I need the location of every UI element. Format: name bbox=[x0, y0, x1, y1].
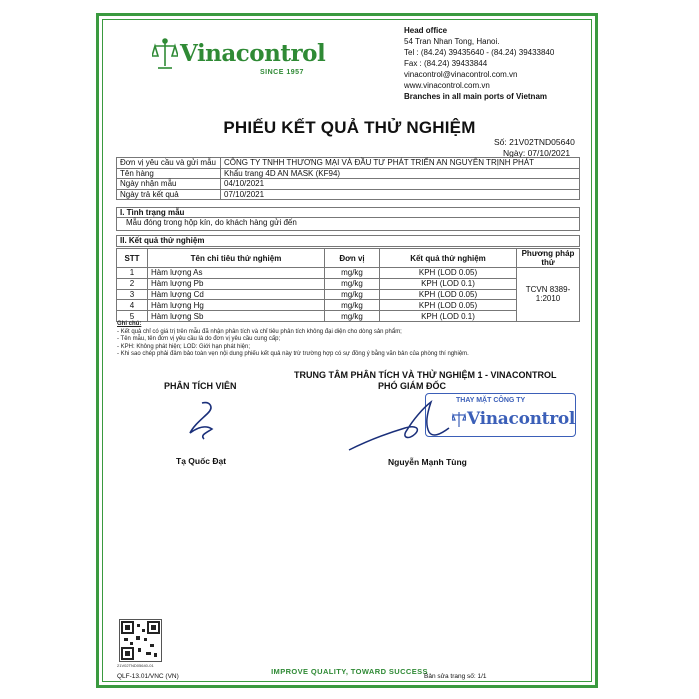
cell-unit: mg/kg bbox=[325, 289, 380, 300]
cell-stt: 1 bbox=[117, 268, 148, 279]
document-title: PHIẾU KẾT QUẢ THỬ NGHIỆM bbox=[223, 118, 476, 137]
table-row bbox=[117, 311, 580, 322]
section1-heading: I. Tình trạng mẫu bbox=[116, 207, 580, 218]
office-address: 54 Tran Nhan Tong, Hanoi. bbox=[404, 37, 500, 46]
since-label: SINCE 1957 bbox=[260, 69, 304, 76]
col-result: Kết quả thử nghiệm bbox=[380, 249, 517, 268]
cell-stt: 4 bbox=[117, 300, 148, 311]
cell-stt: 2 bbox=[117, 278, 148, 289]
col-unit: Đơn vị bbox=[325, 249, 380, 268]
director-name: Nguyễn Mạnh Tùng bbox=[388, 457, 467, 467]
center-name: TRUNG TÂM PHÂN TÍCH VÀ THỬ NGHIỆM 1 - VINACONTROL bbox=[294, 370, 557, 380]
cell-stt: 3 bbox=[117, 289, 148, 300]
office-branches: Branches in all main ports of Vietnam bbox=[404, 92, 547, 101]
table-row bbox=[117, 268, 580, 279]
info-row bbox=[117, 189, 580, 200]
info-value: 07/10/2021 bbox=[221, 189, 580, 200]
cell-result: KPH (LOD 0.1) bbox=[380, 311, 517, 322]
results-header-row bbox=[117, 249, 580, 268]
document-number: Số: 21V02TND05640 bbox=[494, 137, 575, 147]
cell-parameter: Hàm lượng Sb bbox=[148, 311, 325, 322]
section2-heading: II. Kết quả thử nghiệm bbox=[116, 235, 580, 247]
qr-pattern-icon bbox=[120, 620, 161, 661]
qr-caption: 21V02TND05640-01 bbox=[117, 663, 154, 668]
note-line: - KPH: Không phát hiện; LOD: Giới hạn phát hiện; bbox=[117, 343, 251, 350]
cell-unit: mg/kg bbox=[325, 278, 380, 289]
notes-title: Ghi chú: bbox=[117, 321, 142, 327]
page-info: Bản sửa trang số: 1/1 bbox=[424, 673, 487, 680]
cell-result: KPH (LOD 0.05) bbox=[380, 289, 517, 300]
form-code: QLF-13.01/VNC (VN) bbox=[117, 673, 179, 680]
section1-text: Mẫu đóng trong hộp kín, do khách hàng gửi đến bbox=[116, 218, 580, 231]
cell-result: KPH (LOD 0.05) bbox=[380, 268, 517, 279]
office-email: vinacontrol@vinacontrol.com.vn bbox=[404, 70, 518, 79]
note-line: - Khi sao chép phải đảm bảo toàn vẹn nội dung phiếu kết quả này trừ trường hợp có sự đồng ý bằng văn bản của phòng thí nghiệm. bbox=[117, 351, 469, 357]
stamp-top-text: THAY MẶT CÔNG TY bbox=[456, 397, 526, 404]
stamp-company-name: Vinacontrol bbox=[467, 409, 576, 429]
deputy-director-role: PHÓ GIÁM ĐỐC bbox=[378, 381, 447, 391]
cell-result: KPH (LOD 0.05) bbox=[380, 300, 517, 311]
cell-method: TCVN 8389-1:2010 bbox=[517, 268, 580, 322]
company-logo bbox=[152, 36, 332, 80]
cell-parameter: Hàm lượng Pb bbox=[148, 278, 325, 289]
cell-parameter: Hàm lượng Cd bbox=[148, 289, 325, 300]
table-row bbox=[117, 278, 580, 289]
document-date: Ngày: 07/10/2021 bbox=[503, 148, 571, 158]
info-value: Khẩu trang 4D AN MASK (KF94) bbox=[221, 168, 580, 179]
info-value: 04/10/2021 bbox=[221, 179, 580, 190]
office-website: www.vinacontrol.com.vn bbox=[404, 81, 490, 90]
cell-unit: mg/kg bbox=[325, 300, 380, 311]
head-office-block bbox=[404, 25, 554, 102]
info-row bbox=[117, 158, 580, 169]
analyst-signature bbox=[180, 395, 230, 445]
cell-unit: mg/kg bbox=[325, 268, 380, 279]
info-label: Đơn vị yêu cầu và gửi mẫu bbox=[117, 158, 221, 169]
director-signature bbox=[345, 398, 455, 456]
cell-stt: 5 bbox=[117, 311, 148, 322]
info-label: Ngày trả kết quả bbox=[117, 189, 221, 200]
cell-parameter: Hàm lượng As bbox=[148, 268, 325, 279]
info-value: CÔNG TY TNHH THƯƠNG MẠI VÀ ĐẦU TƯ PHÁT TRIỂN AN NGUYÊN TRỊNH PHÁT bbox=[221, 158, 580, 169]
office-tel: Tel : (84.24) 39435640 - (84.24) 39433840 bbox=[404, 48, 555, 57]
info-table bbox=[116, 157, 580, 200]
company-name: Vinacontrol bbox=[180, 40, 326, 67]
col-stt: STT bbox=[117, 249, 148, 268]
results-table bbox=[116, 248, 580, 322]
info-row bbox=[117, 179, 580, 190]
info-row bbox=[117, 168, 580, 179]
cell-unit: mg/kg bbox=[325, 311, 380, 322]
notes-block bbox=[117, 321, 469, 359]
office-fax: Fax : (84.24) 39433844 bbox=[404, 59, 488, 68]
analyst-name: Tạ Quốc Đạt bbox=[176, 456, 227, 466]
cell-result: KPH (LOD 0.1) bbox=[380, 278, 517, 289]
info-label: Tên hàng bbox=[117, 168, 221, 179]
head-office-title: Head office bbox=[404, 26, 448, 35]
table-row bbox=[117, 300, 580, 311]
qr-code bbox=[119, 619, 162, 662]
analyst-role: PHÂN TÍCH VIÊN bbox=[164, 381, 237, 391]
cell-parameter: Hàm lượng Hg bbox=[148, 300, 325, 311]
table-row bbox=[117, 289, 580, 300]
note-line: - Tên mẫu, tên đơn vị yêu cầu là do đơn vị yêu cầu cung cấp; bbox=[117, 336, 281, 342]
col-parameter: Tên chỉ tiêu thử nghiệm bbox=[148, 249, 325, 268]
col-method: Phương pháp thử bbox=[517, 249, 580, 268]
info-label: Ngày nhận mẫu bbox=[117, 179, 221, 190]
footer-slogan: IMPROVE QUALITY, TOWARD SUCCESS bbox=[271, 667, 428, 676]
scales-icon bbox=[152, 38, 178, 72]
note-line: - Kết quả chỉ có giá trị trên mẫu đã nhận phân tích và chỉ tiêu phân tích không đại diện cho dòng sản phẩm; bbox=[117, 328, 402, 335]
